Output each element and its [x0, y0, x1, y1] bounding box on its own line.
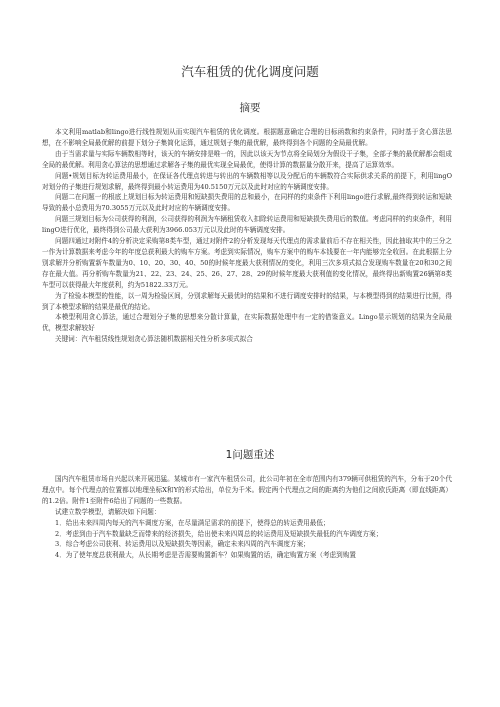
abstract-heading: 摘要 — [239, 102, 261, 114]
document-title: 汽车租赁的优化调度问题 — [181, 64, 319, 79]
problem-item: 2．考虑到由于汽车数量缺乏而带来的经济损失，给出使未来四周总的转运费用及短缺损失最低的汽车调度方案； — [55, 529, 383, 538]
abstract-paragraph: 问题三规划目标为公司获得的利润，公司获得的利润为车辆租赁收入扣除转运费用和短缺损失费用后的数值。考虑同样的约束条件，利用lingO进行优化，最终得到公司最大获利为3966.053万元以及此时的车辆调度安排。 — [42, 215, 452, 235]
abstract-paragraph: 问题•规划目标为转运费用最小，在保证各代理点转进与转出的车辆数相等以及分配后的车辆数符合实际供求关系的前提下，利用lingO对划分的子集进行规划求解，最终得到最小转运费用为40.5150万元以及此时对应的车辆调度安排。 — [42, 171, 452, 191]
abstract-paragraph: 由于当需求量与实际车辆数相等时，该天的车辆安排是唯一的，因此以该天为节点将全局划分为假设干子集，全部子集的最优解都会组成全局的最优解。利用贪心算法的思想通过求解各子集的最优实现全局最优，使得计算的数据量分散开来，提高了运算效率。 — [42, 149, 452, 169]
section-paragraph: 国内汽车租赁市场自兴起以来开展迅猛。某城市有一家汽车租赁公司，此公司年初在全市范围内有379辆可供租赁的汽车，分布于20个代理点中。每个代理点的位置都以地理坐标X和Y的形式给出，单位为千米。假定两个代理点之间的距离约为他们之间欧氏距离（即直线距离）的1.2倍。附件1至附件6给出了问题的一些数据。 — [42, 475, 452, 505]
section-body — [42, 474, 452, 561]
keywords-line — [42, 334, 452, 345]
abstract-paragraph: 问题四通过对附件4的分析决定采购第8类车型，通过对附件2的分析发现每天代理点的需求量前后不存在相关性，因此抽取其中的三分之一作为计算数据来考虑今年的年度总获利最大的购车方案。考虑到实际情况，购车方案中的购车本钱要在一年内能够完全收回。在此根据上分别求解并分析购置新车数量为0、10、20、30、40、50的时候年度最大获利情况的变化，利用三次多项式拟合发现购车数量在20和30之间存在最大值。再分析购车数量为21、22、23、24、25、26、27、28、29的时候年度最大获利值的变化情况，最终得出新购置26辆第8类车型可以获得最大年度获利，约为51822.33万元。 — [42, 237, 452, 289]
abstract-paragraph: 为了检验本模型的性能，以一周为检验区间，分别求解每天最优时的结果和不进行调度安排时的结果，与本模型得到的结果进行比照，得到了本模型求解的结果是最优的结论。 — [42, 291, 452, 311]
problem-item: 1．给出未来四周内每天的汽车调度方案，在尽量满足需求的前提下，使得总的转运费用最低； — [55, 518, 330, 527]
abstract-paragraph: 本模型利用贪心算法，通过合理划分子集的思想来分散计算量，在实际数据处理中有一定的借鉴意义。Lingo显示规划的结果为全局最优，模型求解较好 — [42, 313, 452, 333]
section-heading-problem-restatement: 1问题重述 — [225, 449, 275, 461]
problem-item: 3．综合考虑公司获利、转运费用以及短缺损失等因素，确定未来四周的汽车调度方案； — [55, 540, 310, 549]
section-paragraph: 试建立数学模型，请解决如下问题： — [55, 507, 161, 516]
problem-item: 4．为了使年度总获利最大，从长期考虑是否需要购置新车？如果购置的话，确定购置方案（考虑到购置 — [55, 551, 356, 560]
abstract-paragraph: 本文利用matlab和lingo进行线性规划从而实现汽车租赁的优化调度。根据题意确定合理的目标函数和约束条件，同时基于贪心算法思想，在不影响全局最优解的前提下划分子集简化运算，通过规划子集的最优解，最终得到各个问题的全局最优解。 — [42, 128, 452, 147]
abstract-body — [42, 127, 452, 345]
keywords-text: 汽车租赁线性规划贪心算法随机数据相关性分析多项式拟合 — [81, 335, 253, 344]
keywords-label: 关键词： — [55, 335, 82, 344]
abstract-paragraph: 问题二在问题一的根底上规划目标为转运费用和短缺损失费用的总和最小，在同样的约束条件下利用lingo进行求解,最终得到转运和短缺导致的最小总费用为70.3055万元以及此时对应的车辆调度安排。 — [42, 193, 452, 213]
